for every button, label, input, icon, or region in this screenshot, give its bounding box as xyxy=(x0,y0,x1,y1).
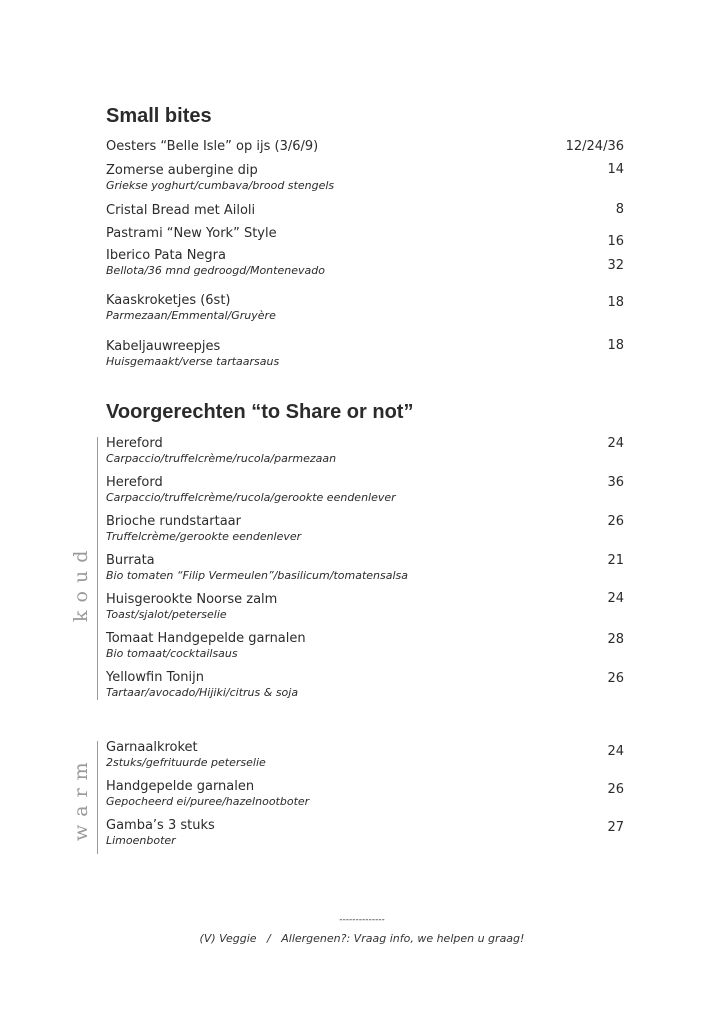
menu-item xyxy=(106,631,624,660)
menu-item xyxy=(106,514,624,543)
group-divider-warm xyxy=(97,741,98,854)
item-description: Bio tomaten “Filip Vermeulen”/basilicum/tomatensalsa xyxy=(106,569,408,582)
item-price: 24 xyxy=(607,436,624,451)
item-name: Hereford xyxy=(106,475,163,490)
group-label-koud: koud xyxy=(70,542,92,622)
menu-item xyxy=(106,740,624,769)
item-price: 24 xyxy=(607,744,624,759)
item-description: Gepocheerd ei/puree/hazelnootboter xyxy=(106,795,310,808)
menu-item xyxy=(106,670,624,699)
item-price: 18 xyxy=(607,338,624,353)
item-name: Huisgerookte Noorse zalm xyxy=(106,592,278,607)
menu-item xyxy=(106,553,624,582)
footer-divider: -------------- xyxy=(339,915,385,925)
menu-item xyxy=(106,475,624,504)
item-price: 16 xyxy=(607,234,624,249)
menu-item xyxy=(106,203,624,218)
menu-item xyxy=(106,226,624,241)
item-price: 14 xyxy=(607,162,624,177)
menu-item xyxy=(106,248,624,277)
item-price: 24 xyxy=(607,591,624,606)
item-name: Handgepelde garnalen xyxy=(106,779,255,794)
item-price: 12/24/36 xyxy=(565,139,624,154)
item-description: Parmezaan/Emmental/Gruyère xyxy=(106,309,276,322)
item-name: Oesters “Belle Isle” op ijs (3/6/9) xyxy=(106,139,319,154)
group-label-warm: warm xyxy=(70,754,92,842)
item-price: 36 xyxy=(607,475,624,490)
section-title-voorgerechten: Voorgerechten “to Share or not” xyxy=(106,401,414,423)
item-price: 26 xyxy=(607,782,624,797)
menu-item xyxy=(106,592,624,621)
item-description: Carpaccio/truffelcrème/rucola/parmezaan xyxy=(106,452,337,465)
item-name: Tomaat Handgepelde garnalen xyxy=(106,631,306,646)
item-name: Kaaskroketjes (6st) xyxy=(106,293,231,308)
item-price: 28 xyxy=(607,632,624,647)
item-description: Toast/sjalot/peterselie xyxy=(106,608,227,621)
item-name: Kabeljauwreepjes xyxy=(106,339,221,354)
item-description: Carpaccio/truffelcrème/rucola/gerookte eendenlever xyxy=(106,491,396,504)
item-description: Bio tomaat/cocktailsaus xyxy=(106,647,238,660)
group-divider-koud xyxy=(97,437,98,700)
item-price: 32 xyxy=(607,258,624,273)
menu-item xyxy=(106,163,624,192)
item-description: 2stuks/gefrituurde peterselie xyxy=(106,756,266,769)
item-name: Hereford xyxy=(106,436,163,451)
item-price: 18 xyxy=(607,295,624,310)
item-description: Griekse yoghurt/cumbava/brood stengels xyxy=(106,179,335,192)
menu-item xyxy=(106,293,624,322)
item-description: Tartaar/avocado/Hijiki/citrus & soja xyxy=(106,686,299,699)
item-name: Zomerse aubergine dip xyxy=(106,163,258,178)
item-name: Iberico Pata Negra xyxy=(106,248,226,263)
item-name: Brioche rundstartaar xyxy=(106,514,241,529)
item-price: 27 xyxy=(607,820,624,835)
menu-item xyxy=(106,436,624,465)
item-name: Burrata xyxy=(106,553,155,568)
item-description: Truffelcrème/gerookte eendenlever xyxy=(106,530,302,543)
item-price: 21 xyxy=(607,553,624,568)
item-name: Garnaalkroket xyxy=(106,740,198,755)
item-name: Cristal Bread met Ailoli xyxy=(106,203,256,218)
item-name: Yellowfin Tonijn xyxy=(106,670,204,685)
section-title-small-bites: Small bites xyxy=(106,105,212,127)
menu-item xyxy=(106,818,624,847)
item-price: 26 xyxy=(607,514,624,529)
item-price: 8 xyxy=(615,202,624,217)
footer-note: (V) Veggie / Allergenen?: Vraag info, we helpen u graag! xyxy=(199,932,525,945)
item-description: Bellota/36 mnd gedroogd/Montenevado xyxy=(106,264,325,277)
item-price: 26 xyxy=(607,671,624,686)
menu-item xyxy=(106,139,624,154)
item-description: Limoenboter xyxy=(106,834,176,847)
menu-item xyxy=(106,779,624,808)
item-name: Gamba’s 3 stuks xyxy=(106,818,215,833)
item-description: Huisgemaakt/verse tartaarsaus xyxy=(106,355,280,368)
menu-item xyxy=(106,339,624,368)
item-name: Pastrami “New York” Style xyxy=(106,226,277,241)
